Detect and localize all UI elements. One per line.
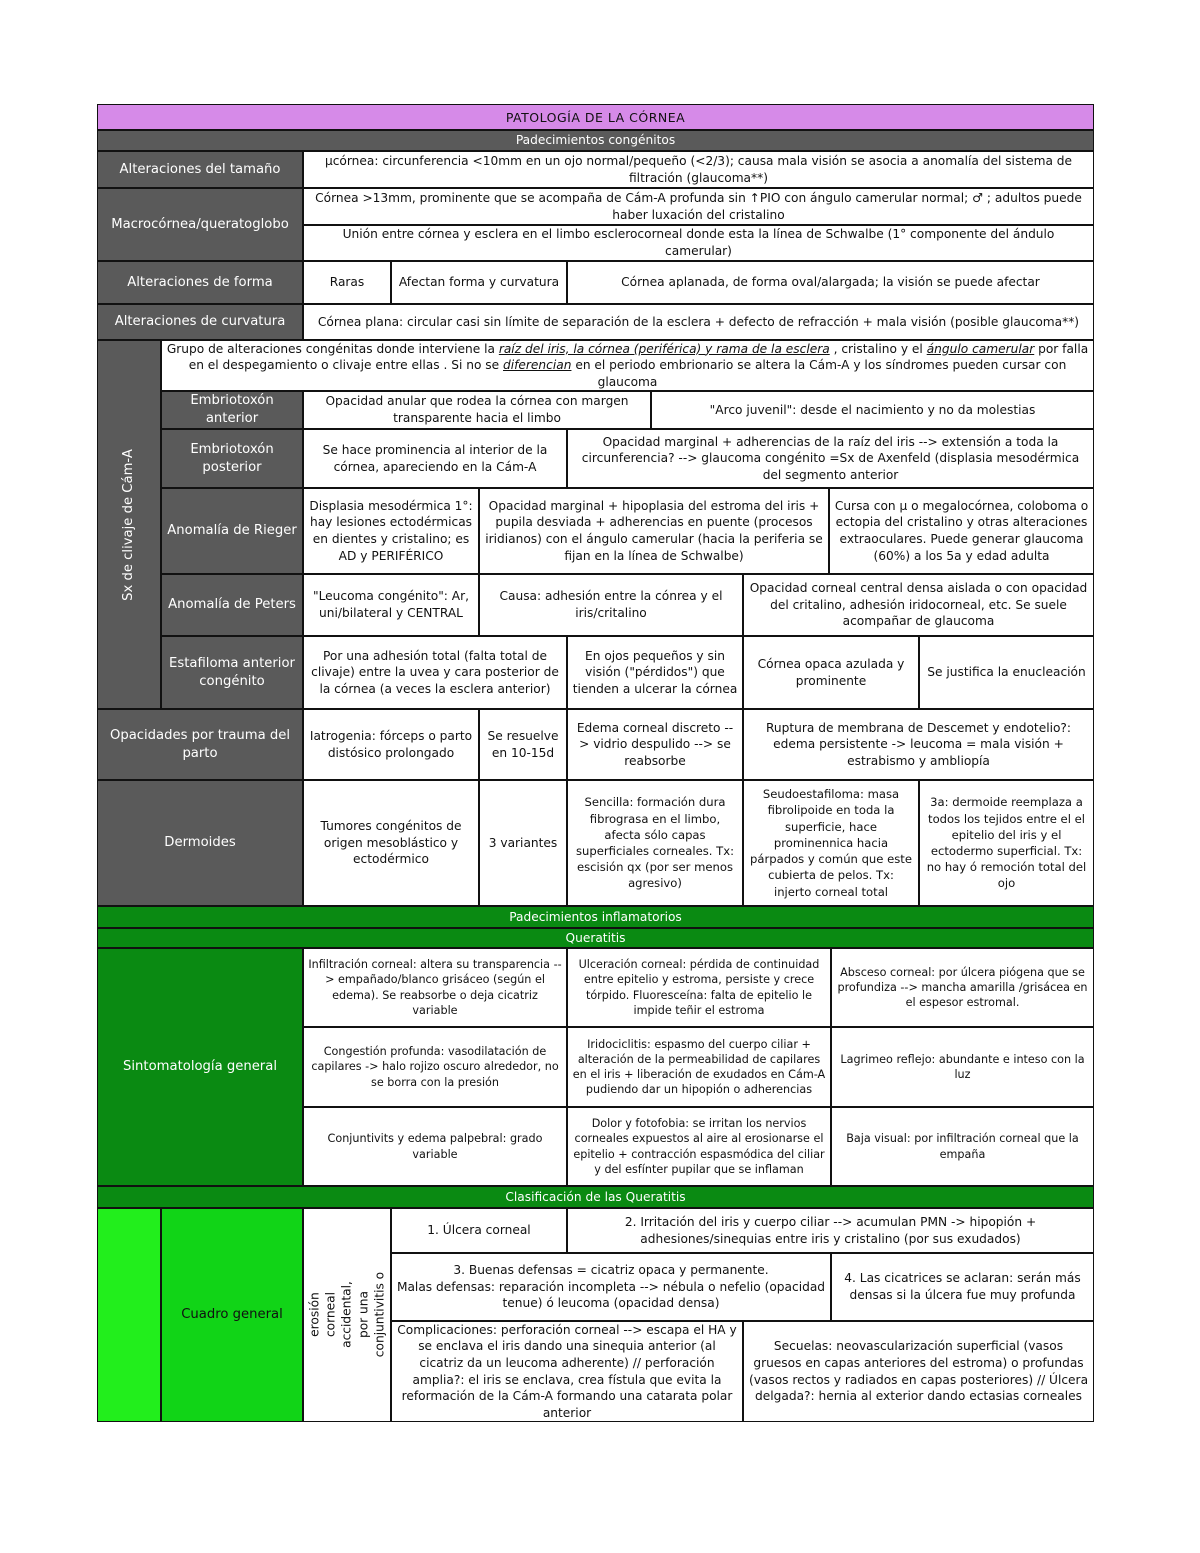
clasificacion-header bbox=[97, 1186, 1094, 1208]
cell-text: "Leucoma congénito": Ar, uni/bilateral y CENTRAL bbox=[312, 589, 470, 620]
cell-clivaje-intro bbox=[161, 340, 1094, 391]
cell-macro-2 bbox=[303, 225, 1094, 261]
row-label-tamano bbox=[97, 151, 303, 188]
label-text: Dermoides bbox=[164, 835, 236, 851]
row-label-dermoides bbox=[97, 780, 303, 906]
cell-text: µcórnea: circunferencia <10mm en un ojo normal/pequeño (<2/3); causa mala visión se asocia a anomalía del sistema de filtración (glaucoma**) bbox=[324, 153, 1073, 185]
cell-estafiloma-4 bbox=[919, 636, 1094, 709]
cell-tamano bbox=[303, 151, 1094, 188]
queratitis-text: Queratitis bbox=[565, 930, 626, 945]
row-label-embriotoxon-anterior bbox=[161, 391, 303, 429]
cell-text: Seudoestafiloma: masa fibrolipoide en toda la superficie, hace prominennica hacia párpados y común que este cubierta de pelos. Tx: injerto corneal total bbox=[750, 787, 912, 899]
cell-text: Iatrogenia: fórceps o parto distósico prolongado bbox=[309, 728, 473, 760]
intro-underline-2: ángulo camerular bbox=[926, 341, 1035, 356]
cell-peters-3 bbox=[743, 574, 1094, 636]
row-label-sintomatologia bbox=[97, 948, 303, 1186]
rotated-label-text: Sx de clivaje de Cám-A bbox=[121, 448, 137, 601]
cell-sinto-r2c2 bbox=[567, 1027, 831, 1107]
cell-text: Causa: adhesión entre la cónrea y el iris/critalino bbox=[499, 589, 723, 620]
cell-emb-ant-2 bbox=[651, 391, 1094, 429]
cell-text: En ojos pequeños y sin visión ("pérdidos") que tienden a ulcerar la córnea bbox=[572, 648, 738, 696]
cell-text: Secuelas: neovascularización superficial (vasos gruesos en capas anteriores del estroma) o profundas (vasos rectos y radiados en capas posteriores) // Úlcera delgada?: hernia al exterior dando ectasias corneales bbox=[748, 1339, 1089, 1404]
cell-rieger-3 bbox=[829, 488, 1094, 574]
clivaje-intro-text bbox=[166, 341, 1089, 391]
row-label-trauma bbox=[97, 709, 303, 780]
cell-text: Lagrimeo reflejo: abundante e inteso con la luz bbox=[840, 1052, 1085, 1081]
cell-text: Córnea opaca azulada y prominente bbox=[757, 656, 905, 688]
cell-text: Absceso corneal: por úlcera piógena que se profundiza --> mancha amarilla /grisácea en el espesor estromal. bbox=[837, 965, 1088, 1010]
cell-rieger-2 bbox=[479, 488, 829, 574]
cell-trauma-2 bbox=[479, 709, 567, 780]
cell-emb-post-2 bbox=[567, 429, 1094, 488]
clasificacion-text: Clasificación de las Queratitis bbox=[505, 1189, 686, 1204]
cell-sinto-r3c3 bbox=[831, 1107, 1094, 1186]
queratitis-subheader bbox=[97, 928, 1094, 948]
cell-text: Córnea plana: circular casi sin límite de separación de la esclera + defecto de refracción + mala visión (posible glaucoma**) bbox=[317, 314, 1080, 329]
row-label-clivaje bbox=[97, 340, 161, 709]
cell-text: Malas defensas: reparación incompleta --> nébula o nefelio (opacidad tenue) ó leucoma (opacidad densa) bbox=[396, 1279, 826, 1311]
cell-text: Opacidad marginal + hipoplasia del estroma del iris + pupila desviada + adherencias en puente (procesos iridianos) con el ángulo camerular (hacia la periferia se fijan en la línea de Schwalbe) bbox=[485, 498, 823, 563]
cell-cuadro-s2 bbox=[567, 1208, 1094, 1253]
section-inflammatory-header bbox=[97, 906, 1094, 928]
label-text: Cuadro general bbox=[181, 1307, 283, 1323]
cell-emb-post-1 bbox=[303, 429, 567, 488]
cell-text: Complicaciones: perforación corneal --> escapa el HA y se enclava el iris dando una sinequia anterior (al cicatriz da un leucoma adherente) // perforación amplia?: el iris se enclava, crea fístula que evita la reformación de la Cám-A formando una catarata polar anterior bbox=[397, 1322, 737, 1420]
page-title bbox=[97, 104, 1094, 130]
cell-text: 2. Irritación del iris y cuerpo ciliar --> acumulan PMN -> hipopión + adhesiones/sinequias entre iris y cristalino (por sus exudados) bbox=[624, 1214, 1037, 1246]
cell-text: 4. Las cicatrices se aclaran: serán más densas si la úlcera fue muy profunda bbox=[844, 1271, 1081, 1302]
cell-trauma-4 bbox=[743, 709, 1094, 780]
label-text: Embriotoxón anterior bbox=[190, 393, 274, 426]
cell-text: 3 variantes bbox=[488, 835, 558, 850]
cell-text: Infiltración corneal: altera su transparencia --> empañado/blanco grisáceo (según el edema). Se reabsorbe o deja cicatriz variable bbox=[308, 958, 562, 1017]
label-text: Opacidades por trauma del parto bbox=[109, 727, 291, 761]
cell-text: Dolor y fotofobia: se irritan los nervios corneales expuestos al aire al erosionarse el epitelio + contracción espasmódica del ciliar y del esfínter pupilar que se inflaman bbox=[573, 1117, 825, 1176]
cell-text: Afectan forma y curvatura bbox=[398, 275, 560, 290]
cell-dermoides-5 bbox=[919, 780, 1094, 906]
cell-text: Se hace prominencia al interior de la córnea, apareciendo en la Cám-A bbox=[322, 442, 548, 474]
cell-sinto-r1c2 bbox=[567, 948, 831, 1027]
cell-sinto-r3c2 bbox=[567, 1107, 831, 1186]
cell-forma-2 bbox=[391, 261, 567, 304]
cell-text: Congestión profunda: vasodilatación de capilares -> halo rojizo oscuro alrededor, no se borra con la presión bbox=[311, 1045, 559, 1089]
cell-text: Ulceración corneal: pérdida de continuidad entre epitelio y estroma, persiste y crece tórpido. Fluoresceína: falta de epitelio le impide teñir el estroma bbox=[578, 958, 820, 1017]
cell-emb-ant-1 bbox=[303, 391, 651, 429]
label-text: Sintomatología general bbox=[123, 1059, 277, 1075]
cell-text: Baja visual: por infiltración corneal que la empaña bbox=[846, 1132, 1079, 1161]
cell-cuadro-secuelas bbox=[743, 1321, 1094, 1422]
pathology-table bbox=[97, 104, 1094, 1422]
row-label-embriotoxon-posterior bbox=[161, 429, 303, 488]
cell-forma-3 bbox=[567, 261, 1094, 304]
cell-sinto-r2c3 bbox=[831, 1027, 1094, 1107]
cell-dermoides-2 bbox=[479, 780, 567, 906]
cell-estafiloma-1 bbox=[303, 636, 567, 709]
cell-text: Tumores congénitos de origen mesoblástico y ectodérmico bbox=[320, 819, 462, 867]
row-label-peters bbox=[161, 574, 303, 636]
cell-forma-1 bbox=[303, 261, 391, 304]
label-text: Macrocórnea/queratoglobo bbox=[111, 216, 289, 232]
cell-dermoides-1 bbox=[303, 780, 479, 906]
cuadro-side-band bbox=[97, 1208, 161, 1422]
cell-sinto-r3c1 bbox=[303, 1107, 567, 1186]
cell-text: 1. Úlcera corneal bbox=[427, 1223, 531, 1238]
cell-text: Raras bbox=[329, 275, 365, 290]
cell-text: Se justifica la enucleación bbox=[927, 665, 1086, 680]
row-label-curvatura bbox=[97, 304, 303, 340]
section-congenital-header bbox=[97, 130, 1094, 151]
cell-sinto-r2c1 bbox=[303, 1027, 567, 1107]
cell-curvatura bbox=[303, 304, 1094, 340]
intro-underline-1: raíz del iris, la córnea (periférica) y rama de la esclera bbox=[498, 341, 830, 356]
cell-trauma-3 bbox=[567, 709, 743, 780]
cell-estafiloma-2 bbox=[567, 636, 743, 709]
title-text: PATOLOGÍA DE LA CÓRNEA bbox=[505, 109, 686, 125]
cell-sinto-r1c1 bbox=[303, 948, 567, 1027]
cell-cuadro-complicaciones bbox=[391, 1321, 743, 1422]
label-text: Anomalía de Rieger bbox=[167, 523, 297, 539]
cell-text: Por una adhesión total (falta total de clivaje) entre la uvea y cara posterior de la córnea (a veces la esclera anterior) bbox=[311, 648, 559, 696]
section-inflammatory-text: Padecimientos inflamatorios bbox=[509, 909, 682, 924]
cell-text: Cursa con µ o megalocórnea, coloboma o ectopia del cristalino y otras alteraciones extraoculares. Puede generar glaucoma (60%) a los 5a y edad adulta bbox=[834, 498, 1089, 563]
cell-text: 3a: dermoide reemplaza a todos los tejidos entre el el epitelio del iris y el ectodermo superficial. Tx: no hay ó remoción total del ojo bbox=[926, 795, 1087, 891]
row-label-cuadro-general bbox=[161, 1208, 303, 1422]
cell-text: Displasia mesodérmica 1°: hay lesiones ectodérmicas en dientes y cristalino; es AD y PERIFÉRICO bbox=[309, 498, 473, 563]
cell-sinto-r1c3 bbox=[831, 948, 1094, 1027]
row-label-rieger bbox=[161, 488, 303, 574]
label-text: Alteraciones de forma bbox=[127, 274, 273, 290]
cell-text: Conjuntivits y edema palpebral: grado variable bbox=[327, 1132, 543, 1161]
cell-cuadro-s1 bbox=[391, 1208, 567, 1253]
intro-part: en el periodo embrionario se altera la Cám-A y los síndromes pueden cursar con glaucoma bbox=[571, 358, 1067, 389]
intro-underline-3: diferencian bbox=[503, 358, 572, 373]
cell-dermoides-4 bbox=[743, 780, 919, 906]
row-label-estafiloma bbox=[161, 636, 303, 709]
label-text: Alteraciones del tamaño bbox=[119, 161, 281, 177]
cell-peters-1 bbox=[303, 574, 479, 636]
cell-estafiloma-3 bbox=[743, 636, 919, 709]
cell-text: Córnea >13mm, prominente que se acompaña de Cám-A profunda sin ↑PIO con ángulo camerular normal; ♂ ; adultos puede haber luxación del cristalino bbox=[315, 190, 1082, 222]
cell-text: "Arco juvenil": desde el nacimiento y no da molestias bbox=[709, 402, 1036, 417]
section-congenital-text: Padecimientos congénitos bbox=[515, 133, 676, 148]
cell-rieger-1 bbox=[303, 488, 479, 574]
cell-text: Edema corneal discreto --> vidrio despulido --> se reabsorbe bbox=[576, 720, 734, 768]
cell-text: 3. Buenas defensas = cicatriz opaca y permanente. bbox=[453, 1263, 769, 1278]
cell-text: Sencilla: formación dura fibrograsa en el limbo, afecta sólo capas superficiales corneales. Tx: escisión qx (por ser menos agresivo) bbox=[576, 795, 734, 891]
cell-trauma-1 bbox=[303, 709, 479, 780]
cell-text: Se resuelve en 10-15d bbox=[487, 728, 559, 760]
cell-text: Ruptura de membrana de Descemet y endotelio?: edema persistente -> leucoma = mala visión + estrabismo y ambliopía bbox=[765, 720, 1071, 768]
cell-text: Opacidad anular que rodea la córnea con margen transparente hacia el limbo bbox=[325, 394, 629, 425]
cell-text: Unión entre córnea y esclera en el limbo esclerocorneal donde esta la línea de Schwalbe (1° componente del ándulo camerular) bbox=[342, 227, 1055, 258]
cell-text: Iridociclitis: espasmo del cuerpo ciliar + alteración de la permeabilidad de capilares en el iris + liberación de exudados en Cám-A pudiendo dar un hipopión o adherencias bbox=[572, 1037, 826, 1097]
cell-text: Córnea aplanada, de forma oval/alargada; la visión se puede afectar bbox=[621, 275, 1040, 290]
intro-part: , cristalino y el bbox=[829, 341, 927, 356]
cell-text: Opacidad marginal + adherencias de la raíz del iris --> extensión a toda la circunferencia? --> glaucoma congénito =Sx de Axenfeld (displasia mesodérmica del segmento anterior bbox=[581, 434, 1080, 482]
label-text: Alteraciones de curvatura bbox=[114, 314, 286, 330]
label-text: Estafiloma anterior congénito bbox=[169, 655, 295, 689]
cell-cuadro-s4 bbox=[831, 1253, 1094, 1321]
rotated-cell-text: virulencia, erosión corneal accidental, por una conjuntivitis o trastorno bbox=[303, 1272, 391, 1358]
label-text: Anomalía de Peters bbox=[168, 597, 296, 613]
cell-peters-2 bbox=[479, 574, 743, 636]
intro-part: Grupo de alteraciones congénitas donde interviene la bbox=[166, 341, 499, 356]
row-label-macrocornea bbox=[97, 188, 303, 261]
cell-cuadro-rotated bbox=[303, 1208, 391, 1422]
row-label-forma bbox=[97, 261, 303, 304]
cell-dermoides-3 bbox=[567, 780, 743, 906]
cell-text: Opacidad corneal central densa aislada o con opacidad del critalino, adhesión iridocorneal, etc. Se suele acompañar de glaucoma bbox=[749, 581, 1088, 629]
cell-cuadro-s3 bbox=[391, 1253, 831, 1321]
label-text: Embriotoxón posterior bbox=[190, 441, 274, 475]
intro-part: por falla en el despegamiento o clivaje entre ellas . Si no se bbox=[188, 341, 1089, 373]
cell-macro-1 bbox=[303, 188, 1094, 225]
